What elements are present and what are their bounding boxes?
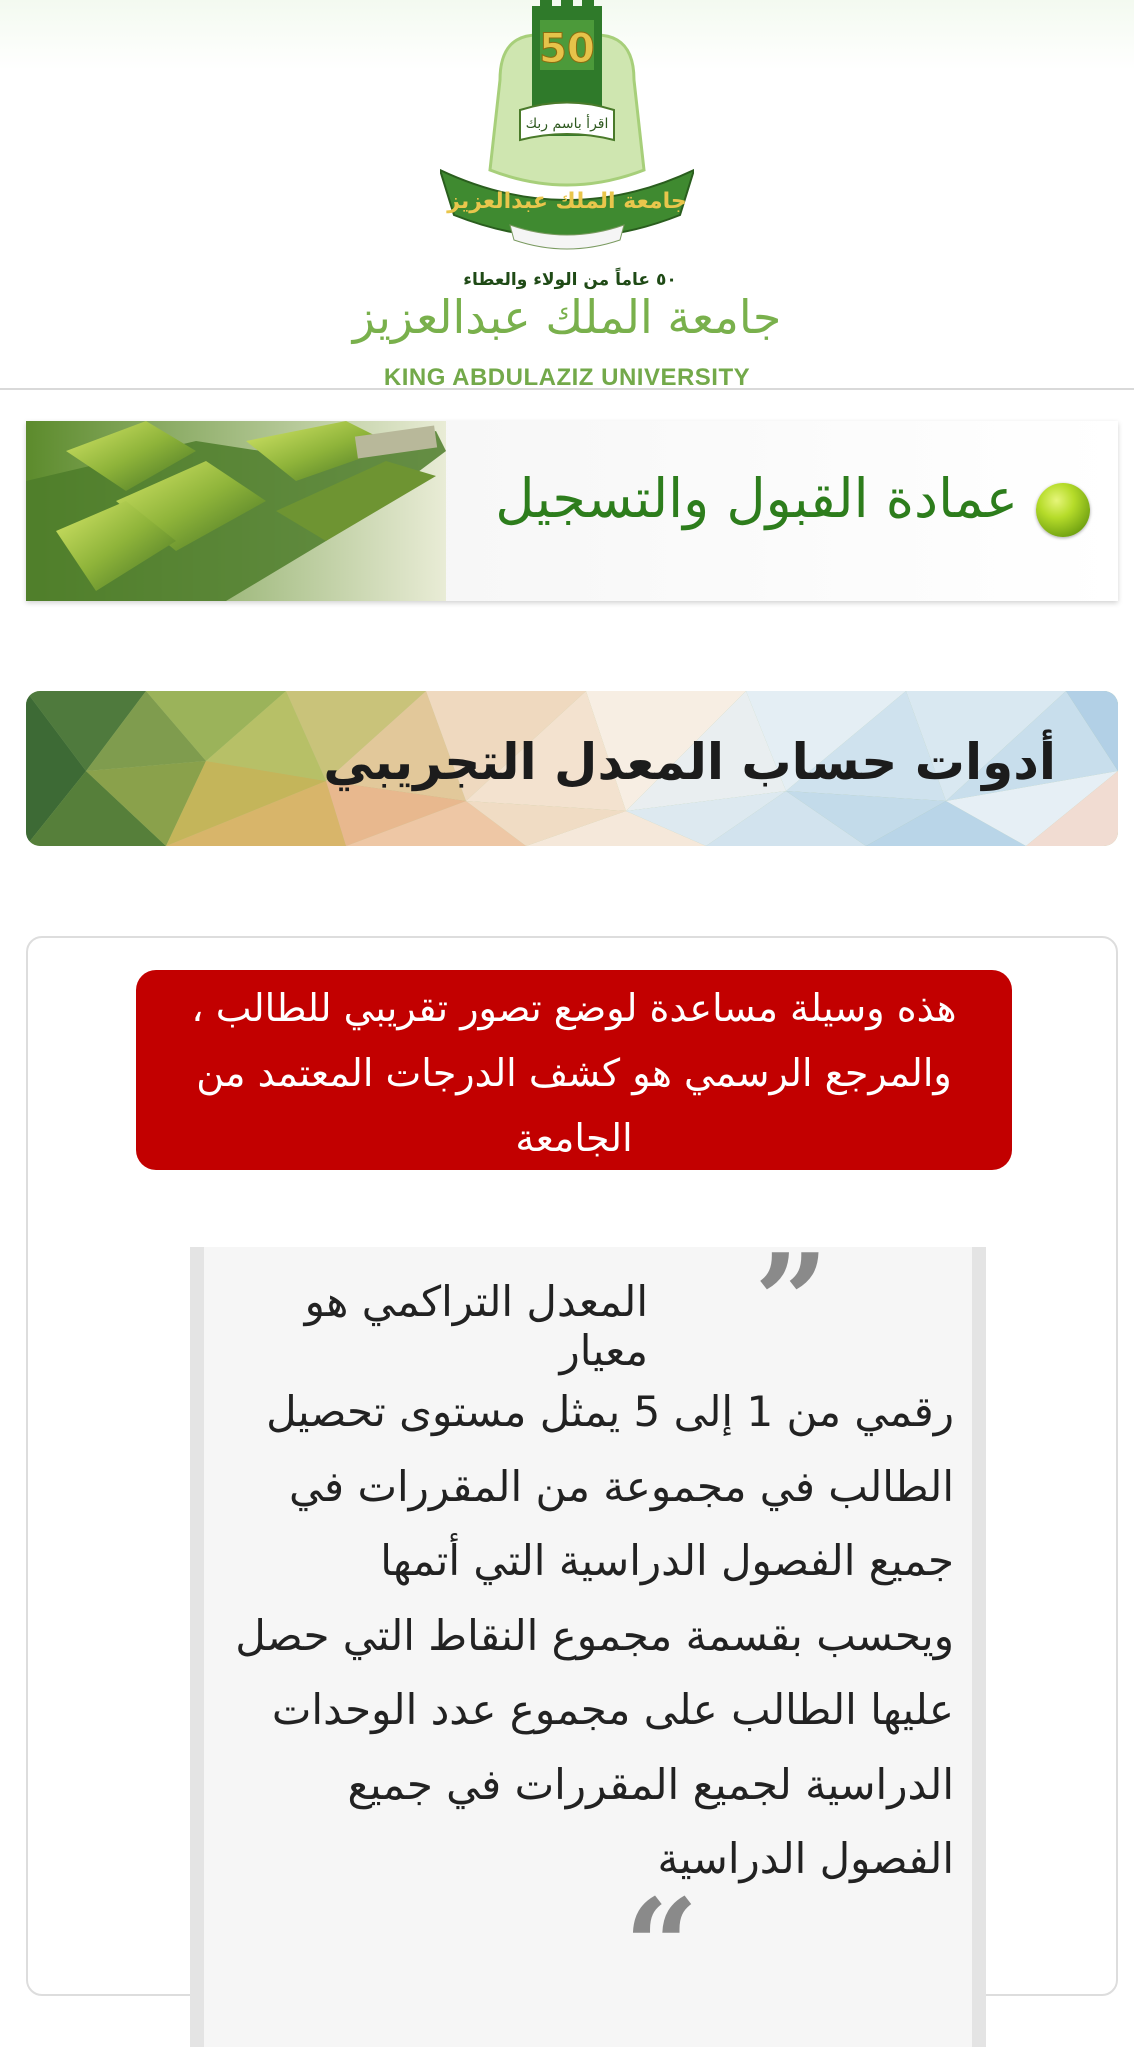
quote-body-text: رقمي من 1 إلى 5 يمثل مستوى تحصيل الطالب في مجموعة من المقررات في جميع الفصول الدراسية التي أتمها ويحسب بقسمة مجموع النقاط التي حصل عليها الطالب على مجموع عدد الوحدات الدراسية لجميع المقررات في جميع الفصول الدراسية <box>235 1387 954 1883</box>
deanship-title: عمادة القبول والتسجيل <box>495 467 1018 530</box>
disclaimer-notice: هذه وسيلة مساعدة لوضع تصور تقريبي للطالب ، والمرجع الرسمي هو كشف الدرجات المعتمد من الجامعة <box>136 970 1012 1170</box>
quote-first-line: المعدل التراكمي هو معيار <box>304 1277 648 1375</box>
tools-banner <box>26 691 1118 846</box>
keyboard-keys-decoration <box>26 421 446 601</box>
svg-text:جامعة الملك عبدالعزيز: جامعة الملك عبدالعزيز <box>447 189 687 214</box>
site-header <box>0 0 1134 390</box>
deanship-banner[interactable] <box>26 421 1118 601</box>
green-orb-icon <box>1036 483 1090 537</box>
svg-text:اقرأ باسم ربك: اقرأ باسم ربك <box>525 116 609 132</box>
svg-text:٥٠ عاماً من الولاء والعطاء: ٥٠ عاماً من الولاء والعطاء <box>463 270 677 290</box>
university-logo-emblem <box>440 0 694 295</box>
university-name-arabic: جامعة الملك عبدالعزيز <box>352 290 782 344</box>
quote-close-icon: “ <box>624 1870 699 2023</box>
svg-text:50: 50 <box>539 26 595 72</box>
quote-open-icon: ” <box>754 1225 829 1378</box>
content-card <box>26 936 1118 2023</box>
gpa-definition-blockquote <box>190 1225 986 2047</box>
university-name-english: KING ABDULAZIZ UNIVERSITY <box>383 364 751 391</box>
tools-title: أدوات حساب المعدل التجريبي <box>323 733 1056 791</box>
